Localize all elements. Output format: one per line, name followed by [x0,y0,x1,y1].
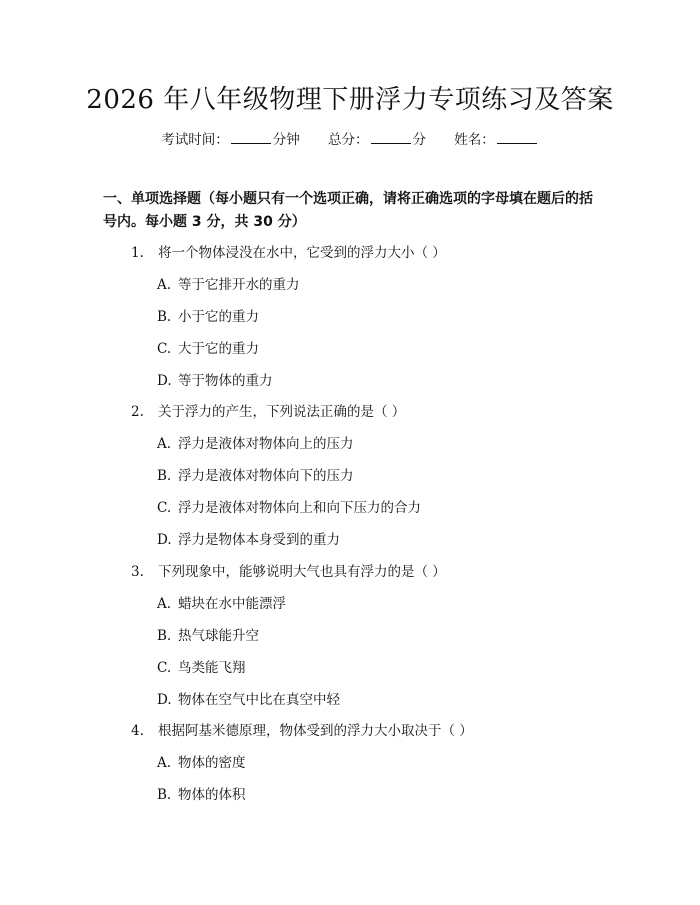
option-text: 小于它的重力 [178,309,259,325]
option-key: D. [157,532,172,548]
option-text: 鸟类能飞翔 [178,660,246,676]
name-field [454,132,539,148]
option-text: 浮力是物体本身受到的重力 [178,532,340,548]
option-text: 蜡块在水中能漂浮 [178,596,286,612]
time-blank [231,131,271,144]
option-key: C. [157,500,172,516]
question-3-option-b [157,627,259,645]
document-title: 2026 年八年级物理下册浮力专项练习及答案 [86,85,614,115]
question-number: 4. [131,723,144,739]
question-3 [131,563,446,581]
question-4-option-b [157,786,246,804]
exam-info-line [0,130,700,150]
question-1 [131,244,446,262]
question-1-option-c [157,340,259,358]
option-key: A. [157,277,172,293]
time-label: 考试时间： [161,132,229,148]
question-text: 下列现象中，能够说明大气也具有浮力的是（ ） [158,564,446,580]
option-key: B. [157,628,172,644]
option-key: B. [157,309,172,325]
score-label: 总分： [328,132,369,148]
option-key: A. [157,596,172,612]
time-unit: 分钟 [272,132,300,148]
section-heading: 一、单项选择题（每小题只有一个选项正确，请将正确选项的字母填在题后的括号内。每小题 3 分，共 30 分） [103,191,593,230]
option-text: 热气球能升空 [178,628,259,644]
option-text: 浮力是液体对物体向下的压力 [178,468,354,484]
question-3-option-c [157,659,246,677]
score-blank [371,131,411,144]
question-text: 关于浮力的产生，下列说法正确的是（ ） [158,404,406,420]
question-2-option-a [157,435,354,453]
name-label: 姓名： [454,132,495,148]
question-1-option-d [157,372,273,390]
score-unit: 分 [412,132,426,148]
time-field [161,132,304,148]
option-key: D. [157,692,172,708]
option-text: 物体在空气中比在真空中轻 [178,692,340,708]
option-key: D. [157,373,172,389]
question-2 [131,403,405,421]
option-text: 物体的密度 [178,755,246,771]
option-key: C. [157,341,172,357]
score-field [328,132,430,148]
question-1-option-b [157,308,259,326]
question-text: 根据阿基米德原理，物体受到的浮力大小取决于（ ） [158,723,473,739]
option-text: 物体的体积 [178,787,246,803]
option-key: C. [157,660,172,676]
question-2-option-d [157,531,340,549]
question-3-option-d [157,691,340,709]
name-blank [497,131,537,144]
question-2-option-b [157,467,354,485]
option-text: 浮力是液体对物体向上的压力 [178,436,354,452]
option-text: 浮力是液体对物体向上和向下压力的合力 [178,500,421,516]
option-text: 大于它的重力 [178,341,259,357]
question-number: 3. [131,564,144,580]
question-3-option-a [157,595,286,613]
option-key: B. [157,787,172,803]
question-4 [131,722,473,740]
question-1-option-a [157,276,300,294]
question-text: 将一个物体浸没在水中，它受到的浮力大小（ ） [158,245,446,261]
option-key: A. [157,755,172,771]
option-text: 等于它排开水的重力 [178,277,300,293]
option-text: 等于物体的重力 [178,373,273,389]
option-key: B. [157,468,172,484]
option-key: A. [157,436,172,452]
question-number: 2. [131,404,144,420]
question-2-option-c [157,499,421,517]
question-4-option-a [157,754,246,772]
question-number: 1. [131,245,144,261]
